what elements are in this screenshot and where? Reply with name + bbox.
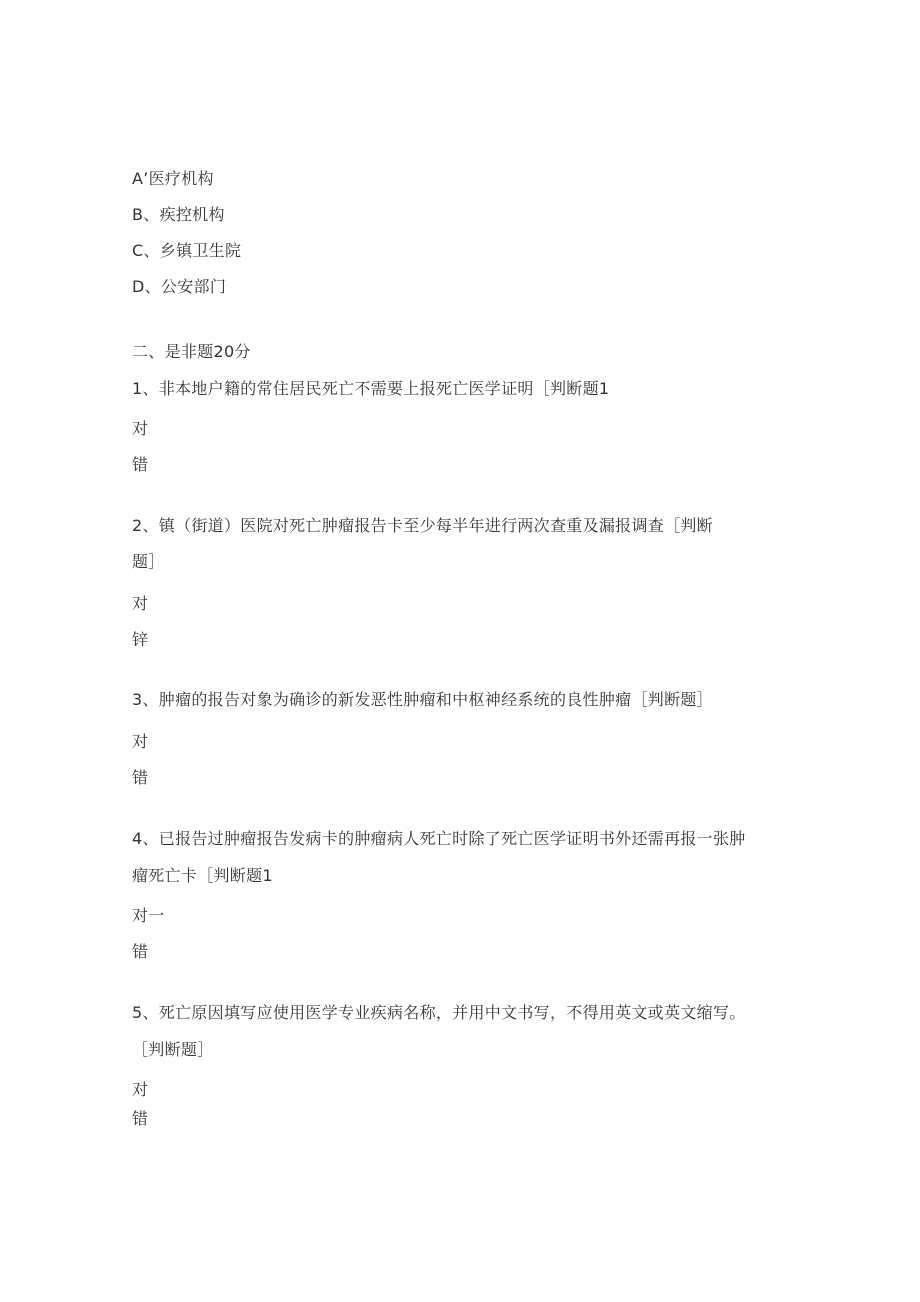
- question-2-option-true: 对: [132, 594, 149, 613]
- option-a: A’医疗机构: [132, 169, 214, 188]
- section-heading: 二、是非题20分: [132, 342, 251, 361]
- question-5-option-false: 错: [132, 1109, 149, 1128]
- question-1-text: 1、非本地户籍的常住居民死亡不需要上报死亡医学证明［判断题1: [132, 379, 610, 398]
- question-3-option-true: 对: [132, 732, 149, 751]
- question-1-option-true: 对: [132, 419, 149, 438]
- question-4-text-line-1: 4、已报告过肿瘤报告发病卡的肿瘤病人死亡时除了死亡医学证明书外还需再报一张肿: [132, 829, 746, 848]
- option-d: D、公安部门: [132, 277, 227, 296]
- question-1-option-false: 错: [132, 455, 149, 474]
- question-2-option-false: 锌: [132, 630, 149, 649]
- question-4-option-true: 对一: [132, 906, 165, 925]
- question-5-text-line-1: 5、死亡原因填写应使用医学专业疾病名称，并用中文书写，不得用英文或英文缩写。: [132, 1003, 746, 1022]
- question-2-text-line-1: 2、镇（街道）医院对死亡肿瘤报告卡至少每半年进行两次查重及漏报调查［判断: [132, 516, 713, 535]
- option-b: B、疾控机构: [132, 205, 225, 224]
- question-5-text-line-2: ［判断题］: [132, 1040, 214, 1059]
- question-4-option-false: 错: [132, 942, 149, 961]
- option-c: C、乡镇卫生院: [132, 241, 242, 260]
- question-3-text: 3、肿瘤的报告对象为确诊的新发恶性肿瘤和中枢神经系统的良性肿瘤［判断题］: [132, 690, 713, 709]
- question-5-option-true: 对: [132, 1080, 149, 1099]
- question-4-text-line-2: 瘤死亡卡［判断题1: [132, 866, 273, 885]
- question-2-text-line-2: 题］: [132, 552, 165, 571]
- question-3-option-false: 错: [132, 768, 149, 787]
